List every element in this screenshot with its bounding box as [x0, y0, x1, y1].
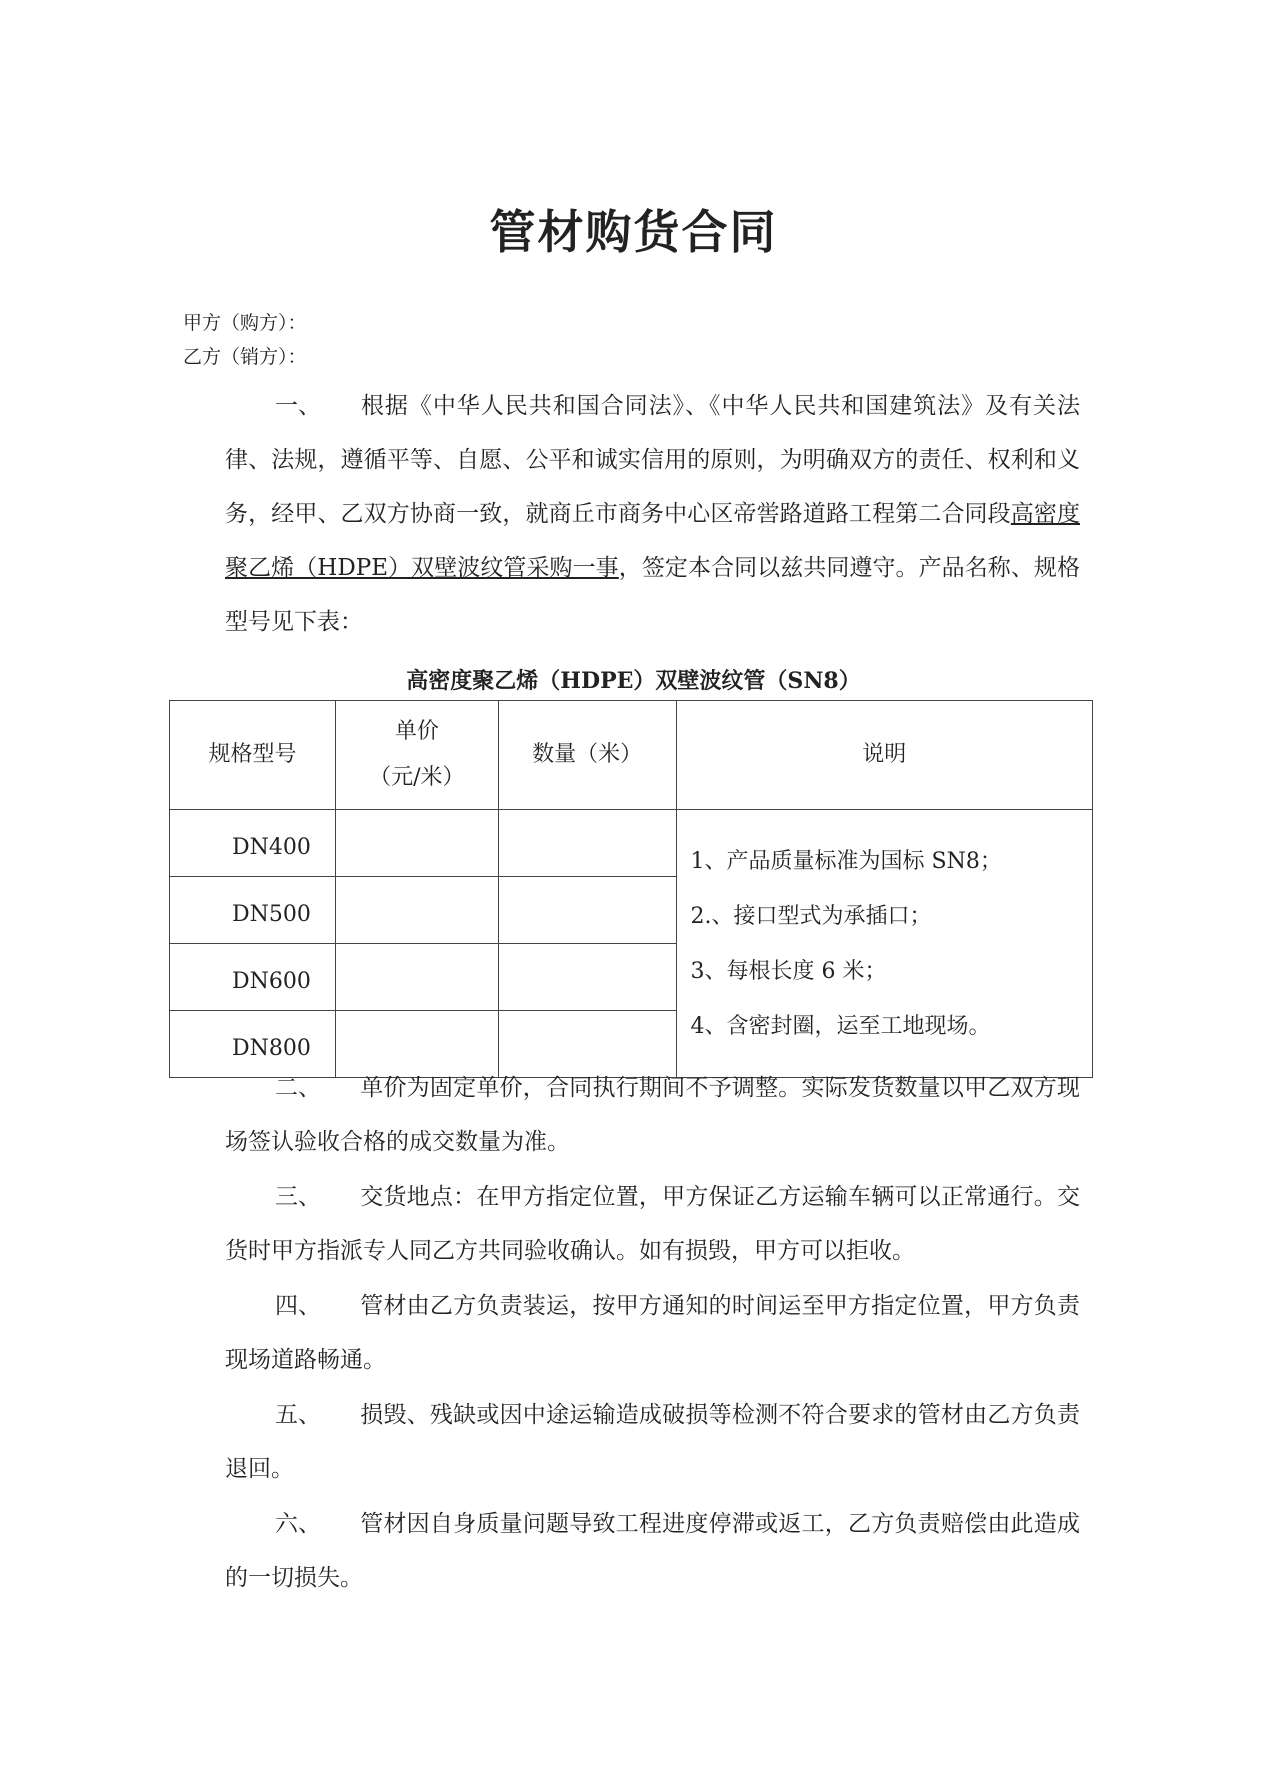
unit-price-cell — [335, 877, 498, 944]
model-cell: DN500 — [170, 877, 336, 944]
clause-3 — [225, 1170, 1080, 1278]
model-cell: DN800 — [170, 1011, 336, 1078]
clause-text: 管材由乙方负责装运，按甲方通知的时间运至甲方指定位置，甲方负责现场道路畅通。 — [225, 1293, 1080, 1373]
clause-text: 单价为固定单价，合同执行期间不予调整。实际发货数量以甲乙双方现场签认验收合格的成交数量为准。 — [225, 1075, 1080, 1155]
clause-4 — [225, 1279, 1080, 1387]
unit-price-cell — [335, 810, 498, 877]
header-model: 规格型号 — [170, 701, 336, 810]
clause-text: 交货地点：在甲方指定位置，甲方保证乙方运输车辆可以正常通行。交货时甲方指派专人同乙方共同验收确认。如有损毁，甲方可以拒收。 — [225, 1184, 1080, 1264]
clause-number: 二、 — [275, 1075, 321, 1101]
unit-price-cell — [335, 944, 498, 1011]
note-item: 1、产品质量标准为国标 SN8； — [690, 848, 1002, 874]
contract-title: 管材购货合同 — [489, 205, 778, 259]
clause-text: 损毁、残缺或因中途运输造成破损等检测不符合要求的管材由乙方负责退回。 — [225, 1402, 1080, 1482]
note-item: 3、每根长度 6 米； — [690, 958, 887, 984]
clause-text: 根据《中华人民共和国合同法》、《中华人民共和国建筑法》及有关法律、法规，遵循平等、自愿、公平和诚实信用的原则，为明确双方的责任、权利和义务，经甲、乙双方协商一致，就商丘市商务中心区帝喾路道路工程第二合同段 — [225, 393, 1080, 527]
quantity-cell — [498, 810, 676, 877]
header-quantity: 数量（米） — [498, 701, 676, 810]
clause-1 — [225, 379, 1080, 649]
clause-underlined-text: 高密度聚乙烯（HDPE）双壁波纹管采购一事 — [225, 501, 1081, 581]
quantity-cell — [498, 877, 676, 944]
spec-table — [169, 700, 1093, 1078]
table-header-row — [170, 701, 1093, 810]
clause-number: 一、 — [275, 393, 321, 419]
party-a-line: 甲方（购方）： — [183, 312, 307, 334]
clause-5 — [225, 1388, 1080, 1496]
party-b-line: 乙方（销方）： — [183, 346, 307, 368]
clause-number: 四、 — [275, 1293, 321, 1319]
clause-6 — [225, 1497, 1080, 1605]
clause-number: 六、 — [275, 1511, 321, 1537]
note-item: 2.、接口型式为承插口； — [690, 903, 932, 929]
header-unit-price-unit: （元/米） — [369, 765, 465, 790]
header-notes: 说明 — [676, 701, 1092, 810]
clause-number: 三、 — [275, 1184, 321, 1210]
clause-number: 五、 — [275, 1402, 321, 1428]
clause-text: 管材因自身质量问题导致工程进度停滞或返工，乙方负责赔偿由此造成的一切损失。 — [225, 1511, 1080, 1591]
quantity-cell — [498, 944, 676, 1011]
note-item: 4、含密封圈，运至工地现场。 — [690, 1013, 991, 1039]
header-unit-price — [335, 701, 498, 810]
clause-text-end: ，签定本合同以兹共同遵守。产品名称、规格型号见下表： — [225, 555, 1080, 635]
header-unit-price-label: 单价 — [394, 719, 439, 744]
table-caption: 高密度聚乙烯（HDPE）双壁波纹管（SN8） — [406, 668, 861, 694]
notes-cell — [676, 810, 1092, 1078]
table-row — [170, 810, 1093, 877]
clause-2 — [225, 1061, 1080, 1169]
model-cell: DN600 — [170, 944, 336, 1011]
model-cell: DN400 — [170, 810, 336, 877]
